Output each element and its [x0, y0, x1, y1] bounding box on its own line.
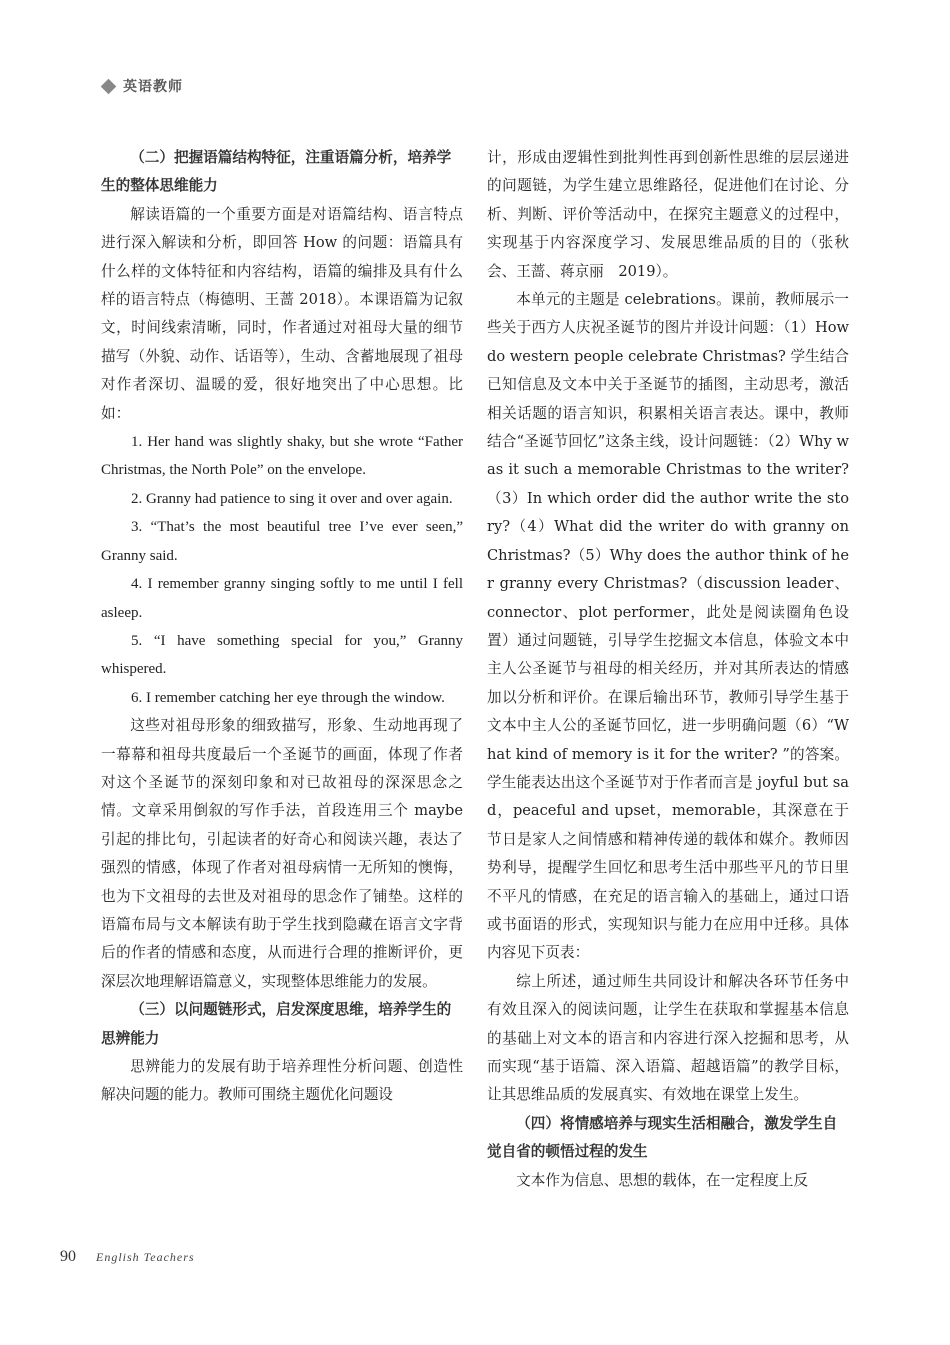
- journal-title: 英语教师: [123, 79, 183, 95]
- paragraph: 计，形成由逻辑性到批判性再到创新性思维的层层递进的问题链，为学生建立思维路径，促进他们在讨论、分析、判断、评价等活动中，在探究主题意义的过程中，实现基于内容深度学习、发展思维品质的目的（张秋会、王蔷、蒋京丽 2019）。: [487, 149, 849, 280]
- example-sentence: 1. Her hand was slightly shaky, but she wrote “Father Christmas, the North Pole” on the envelope.: [101, 434, 463, 479]
- running-header: [103, 76, 183, 96]
- paragraph: 思辨能力的发展有助于培养理性分析问题、创造性解决问题的能力。教师可围绕主题优化问题设: [101, 1058, 463, 1104]
- example-sentence: 2. Granny had patience to sing it over and over again.: [131, 490, 453, 507]
- diamond-bullet-icon: [101, 78, 117, 94]
- paragraph: 解读语篇的一个重要方面是对语篇结构、语言特点进行深入解读和分析，即回答 How 的问题：语篇具有什么样的文体特征和内容结构，语篇的编排及具有什么样的语言特点（梅德明、王蔷 2018）。本课语篇为记叙文，时间线索清晰，同时，作者通过对祖母大量的细节描写（外貌、动作、话语等），生动、含蓄地展现了祖母对作者深切、温暖的爱，很好地突出了中心思想。比如：: [101, 205, 463, 422]
- paragraph: 综上所述，通过师生共同设计和解决各环节任务中有效且深入的阅读问题，让学生在获取和掌握基本信息的基础上对文本的语言和内容进行深入挖掘和思考，从而实现“基于语篇、深入语篇、超越语篇”的教学目标，让其思维品质的发展真实、有效地在课堂上发生。: [487, 972, 849, 1104]
- example-sentence: 4. I remember granny singing softly to me until I fell asleep.: [101, 576, 463, 621]
- example-sentence: 3. “That’s the most beautiful tree I’ve ever seen,” Granny said.: [101, 519, 463, 564]
- page-number: 90: [60, 1248, 76, 1265]
- example-sentence: 5. “I have something special for you,” Granny whispered.: [101, 632, 463, 678]
- page-footer: [60, 1248, 195, 1266]
- paragraph: 这些对祖母形象的细致描写，形象、生动地再现了一幕幕和祖母共度最后一个圣诞节的画面，体现了作者对这个圣诞节的深刻印象和对已故祖母的深深思念之情。文章采用倒叙的写作手法，首段连用三个 maybe 引起的排比句，引起读者的好奇心和阅读兴趣，表达了强烈的情感，体现了作者对祖母病情一无所知的懊悔，也为下文祖母的去世及对祖母的思念作了铺垫。这样的语篇布局与文本解读有助于学生找到隐藏在语言文字背后的作者的情感和态度，从而进行合理的推断评价，更深层次地理解语篇意义，实现整体思维能力的发展。: [101, 717, 463, 990]
- section-heading-2: （二）把握语篇结构特征，注重语篇分析，培养学生的整体思维能力: [101, 149, 452, 195]
- journal-name: English Teachers: [96, 1250, 195, 1264]
- paragraph: 本单元的主题是 celebrations。课前，教师展示一些关于西方人庆祝圣诞节的图片并设计问题：（1）How do western people celebrate Christmas? 学生结合已知信息及文本中关于圣诞节的插图，主动思考，激活相关话题的语言知识，积累相关语言表达。课中，教师结合“圣诞节回忆”这条主线，设计问题链：（2）Why was it such a memorable Christmas to the writer?（3）In which order did the author write the story?（4）What did the writer do with granny on Christmas?（5）Why does the author think of her granny every Christmas?（discussion leader、connector、plot performer，此处是阅读圈角色设置）通过问题链，引导学生挖掘文本信息，体验文本中主人公圣诞节与祖母的相关经历，并对其所表达的情感加以分析和评价。在课后输出环节，教师引导学生基于文本中主人公的圣诞节回忆，进一步明确问题（6）“What kind of memory is it for the writer? ”的答案。学生能表达出这个圣诞节对于作者而言是 joyful but sad，peaceful and upset，memorable，其深意在于节日是家人之间情感和精神传递的载体和媒介。教师因势利导，提醒学生回忆和思考生活中那些平凡的节日里不平凡的情感，在充足的语言输入的基础上，通过口语或书面语的形式，实现知识与能力在应用中迁移。具体内容见下页表：: [487, 291, 849, 962]
- left-column: [101, 144, 463, 1110]
- paragraph: 文本作为信息、思想的载体，在一定程度上反: [516, 1171, 809, 1189]
- right-column: [487, 144, 849, 1195]
- section-heading-4: （四）将情感培养与现实生活相融合，激发学生自觉自省的顿悟过程的发生: [487, 1114, 838, 1161]
- example-sentence: 6. I remember catching her eye through the window.: [131, 689, 445, 706]
- section-heading-3: （三）以问题链形式，启发深度思维，培养学生的思辨能力: [101, 1001, 452, 1047]
